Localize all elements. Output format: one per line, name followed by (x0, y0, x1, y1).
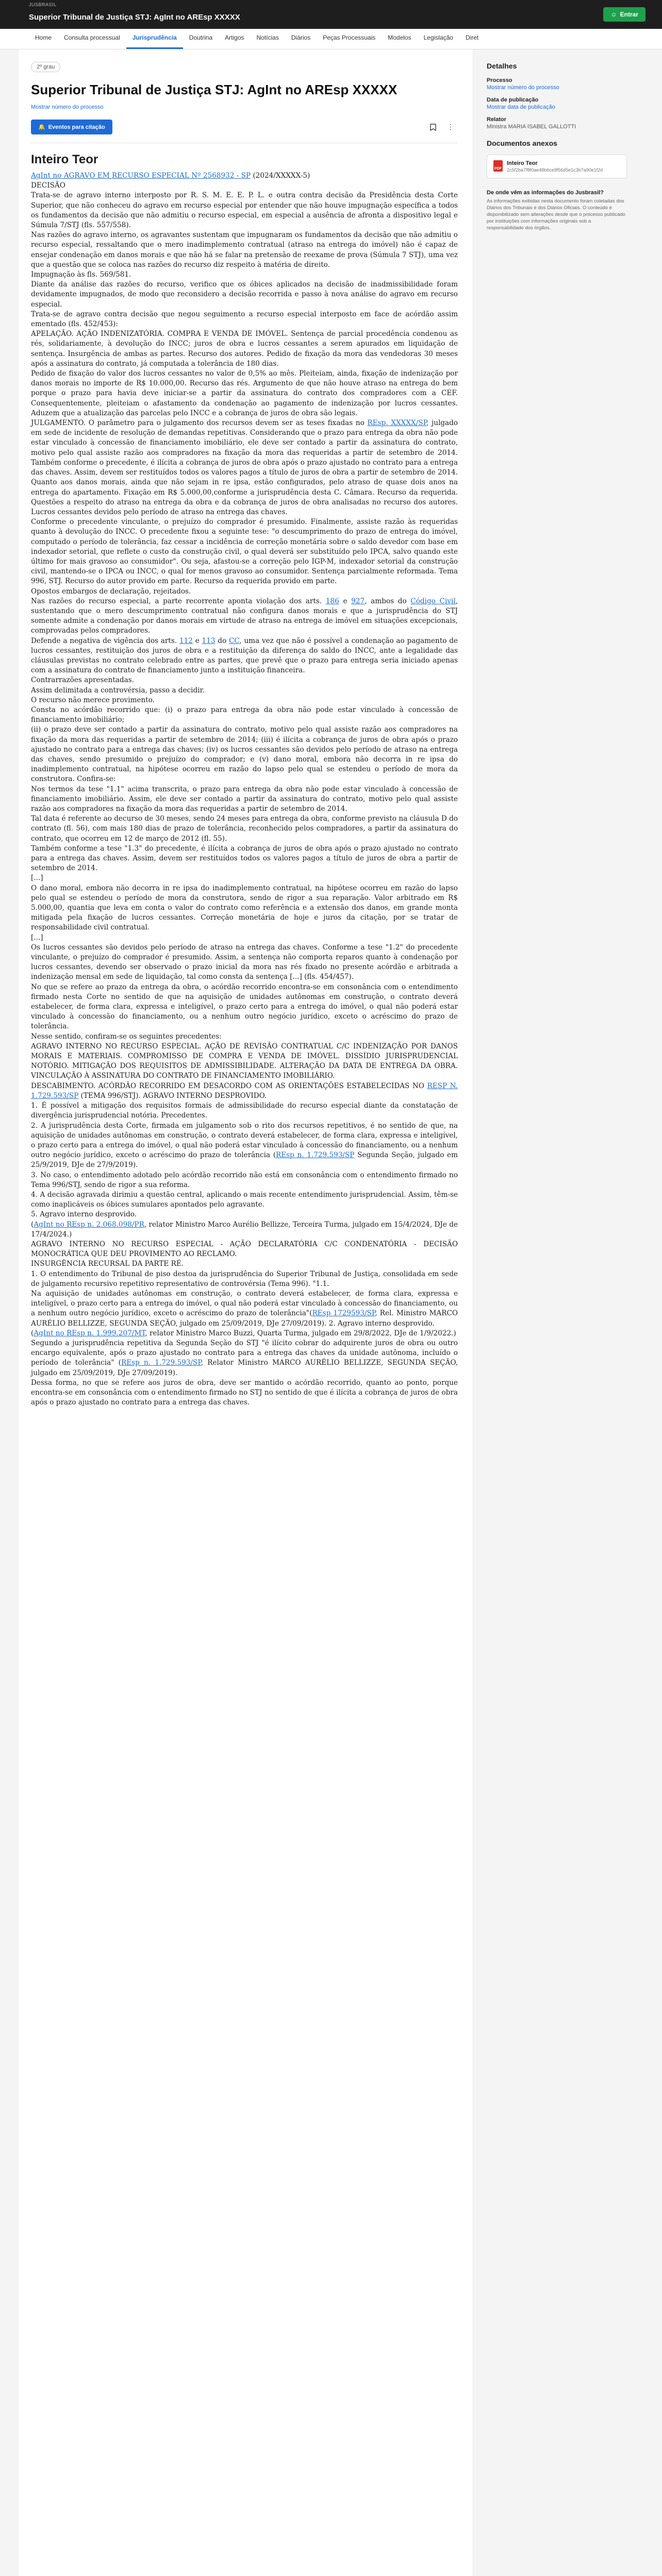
decision-paragraph (31, 675, 458, 685)
decision-paragraph (31, 873, 458, 883)
citation-events-button[interactable] (31, 120, 112, 134)
text-segment: Diante da análise das razões do recurso, verifico que os óbices aplicados na decisão de inadmissibilidade foram devidamente impugnados, de modo que reconsidero a decisão recorrida e passo à nova análise do agravo em recurso especial. (31, 280, 458, 309)
text-segment: Dessa forma, no que se refere aos juros de obra, deve ser mantido o acórdão recorrido, quanto ao ponto, porque encontra-se em consonância com o entendimento firmado no STJ no sentido de que é ilícita a cobrança de juros de obra após o prazo ajustado no contrato para a entrega das chaves. (31, 1378, 458, 1407)
decision-paragraph (31, 1259, 458, 1269)
text-segment: AGRAVO INTERNO NO RECURSO ESPECIAL - AÇÃO DECLARATÓRIA C/C CONDENATÓRIA - DECISÃO MONOCRÁTICA QUE DEU PROVIMENTO AO RECLAMO. (31, 1240, 458, 1259)
text-segment: Contrarrazões apresentadas. (31, 676, 134, 685)
citation-link[interactable]: 186 (325, 597, 339, 605)
decision-paragraph (31, 329, 458, 369)
text-segment: DECISÃO (31, 181, 65, 190)
detail-item (487, 97, 627, 110)
bookmark-icon[interactable] (426, 120, 440, 134)
login-button-label: Entrar (620, 11, 638, 18)
citation-link[interactable]: AgInt no AGRAVO EM RECURSO ESPECIAL Nº 2568932 - SP (31, 172, 251, 180)
decision-paragraph (31, 1289, 458, 1329)
decision-paragraph (31, 369, 458, 418)
section-title: Inteiro Teor (31, 152, 98, 166)
top-bar (0, 0, 662, 29)
main-content (19, 49, 472, 2576)
decision-paragraph (31, 725, 458, 784)
decision-paragraph (31, 1338, 458, 1378)
nav-item-diret[interactable]: Diret (465, 34, 479, 41)
decision-paragraph (31, 705, 458, 725)
citation-link[interactable]: REsp 1729593/SP (312, 1309, 375, 1318)
text-segment: No que se refere ao prazo da entrega da obra, o acórdão recorrido encontra-se em consonância com o entendimento firmado nesta Corte no sentido de que na aquisição de unidades autônomas em construção, o contrato deverá estabelecer, de forma clara, expressa e inteligível, o prazo certo para a entrega do imóvel, o qual não poderá estar vinculado à concessão do financiamento, ou a nenhum outro negócio jurídico, exceto o acréscimo do prazo de tolerância. (31, 982, 458, 1031)
text-segment: , relator Ministro Marco Aurélio Bellizze, Terceira Turma, julgado em 15/4/2024, DJe de 17/4/2024.) (31, 1220, 458, 1239)
sidebar (472, 49, 627, 2576)
details-title: Detalhes (487, 62, 517, 70)
data-source-info (487, 190, 627, 231)
text-segment: , Relator Ministro MARCO AURÉLIO BELLIZZE, SEGUNDA SEÇÃO, julgado em 25/09/2019, DJe 27/09/2019). (31, 1359, 458, 1377)
text-segment: O recurso não merece provimento. (31, 696, 155, 704)
citation-link[interactable]: REsp. XXXXX/SP (367, 419, 426, 428)
text-segment: Nas razões do agravo interno, os agravantes sustentam que impugnaram os fundamentos da decisão que não admitiu o recurso especial, ressaltando que o mero inadimplemento contratual (atraso na entrega do imóvel) não é capaz de ensejar condenação em danos morais e que não há se falar na pretensão de reexame de prova (Súmula 7 STJ), uma vez que a questão que se coloca nas razões do recurso diz respeito à matéria de direito. (31, 231, 458, 269)
citation-link[interactable]: 113 (202, 636, 216, 645)
decision-paragraph (31, 1378, 458, 1408)
decision-paragraph (31, 1171, 458, 1190)
nav-item-not-cias[interactable]: Notícias (256, 34, 279, 41)
detail-label: Processo (487, 77, 512, 83)
decision-text (31, 171, 458, 1408)
text-segment: Consta no acórdão recorrido que: (i) o prazo para entrega da obra não pode estar vinculado à concessão de financiamento imobiliário; (31, 705, 458, 724)
info-answer: As informações exibidas nesta documento foram coletadas dos Diários dos Tribunais e dos Diários Oficiais. O conteúdo é disponibilizado sem alterações desde que o processo publicado por instituições com informações originais sob a responsabilidade dos órgãos. (487, 198, 625, 231)
detail-label: Data de publicação (487, 97, 539, 103)
detail-link[interactable]: Mostrar número do processo (487, 84, 559, 91)
detail-label: Relator (487, 116, 506, 123)
nav-item-modelos[interactable]: Modelos (388, 34, 411, 41)
text-segment: 3. No caso, o entendimento adotado pelo acórdão recorrido não está em consonância com o entendimento firmado no Tema 996/STJ, sendo de rigor a sua reforma. (31, 1171, 458, 1189)
text-segment: Também conforme a tese "1.3" do precedente, é ilícita a cobrança de juros de obra após o prazo ajustado no contrato para a entrega das chaves. Assim, devem ser restituídos todos os valores pagos a título de juros de obra a partir de setembro de 2014. (31, 844, 458, 873)
decision-paragraph (31, 1190, 458, 1210)
nav-item-legisla-o[interactable]: Legislação (423, 34, 453, 41)
decision-paragraph (31, 587, 458, 597)
text-segment: Nas razões do recurso especial, a parte recorrente aponta violação dos arts. (31, 597, 326, 605)
text-segment: JULGAMENTO. O parâmetro para o julgamento dos recursos devem ser as teses fixadas no (31, 419, 368, 428)
decision-paragraph (31, 418, 458, 517)
decision-paragraph (31, 230, 458, 270)
citation-link[interactable]: AgInt no REsp n. 1.999.207/MT (34, 1329, 145, 1337)
text-segment: Defende a negativa de vigência dos arts. (31, 636, 179, 645)
info-question: De onde vêm as informações do Jusbrasil? (487, 190, 604, 196)
text-segment: [...] (31, 933, 43, 942)
text-segment: AGRAVO INTERNO NO RECURSO ESPECIAL. AÇÃO DE REVISÃO CONTRATUAL C/C INDENIZAÇÃO POR DANOS MORAIS E MATERIAIS. COMPROMISSO DE COMPRA E VENDA DE IMÓVEL. DISSÍDIO JURISPRUDENCIAL NOTÓRIO. MITIGAÇÃO DOS REQUISITOS DE ADMISSIBILIDADE. ALTERAÇÃO DA DATA DE ENTREGA DA OBRA. VINCULAÇÃO À ASSINATURA DO CONTRATO DE FINANCIAMENTO IMOBILIÁRIO. (31, 1042, 458, 1080)
decision-paragraph (31, 1210, 458, 1219)
window-title: Superior Tribunal de Justiça STJ: AgInt no AREsp XXXXX (29, 12, 240, 22)
text-segment: Trata-se de agravo contra decisão que negou seguimento a recurso especial interposto em face de acórdão assim ementado (fls. 452/453): (31, 310, 458, 329)
nav-item-artigos[interactable]: Artigos (225, 34, 244, 41)
decision-paragraph (31, 1042, 458, 1081)
text-segment: (TEMA 996/STJ). AGRAVO INTERNO DESPROVIDO. (78, 1091, 267, 1100)
text-segment: DESCABIMENTO. ACÓRDÃO RECORRIDO EM DESACORDO COM AS ORIENTAÇÕES ESTABELECIDAS NO (31, 1081, 427, 1090)
page-title: Superior Tribunal de Justiça STJ: AgInt no AREsp XXXXX (31, 82, 398, 97)
brand-label: JUSBRASIL (29, 2, 57, 7)
text-segment: Impugnação às fls. 569/581. (31, 270, 131, 279)
text-segment: Nesse sentido, confiram-se os seguintes precedentes: (31, 1032, 222, 1041)
text-segment: INSURGÊNCIA RECURSAL DA PARTE RÉ. (31, 1260, 184, 1268)
citation-link[interactable]: 112 (179, 636, 193, 645)
decision-paragraph (31, 1220, 458, 1240)
instance-chip: 2º grau (31, 62, 60, 72)
text-segment: 4. A decisão agravada dirimiu a questão central, aplicando o mais recente entendimento jurisprudencial. Assim, têm-se como inaplicáveis os óbices sumulares apontados pelo agravante. (31, 1190, 458, 1209)
decision-paragraph (31, 191, 458, 230)
pdf-icon: PDF (493, 160, 503, 172)
citation-link[interactable]: 927 (351, 597, 365, 605)
decision-paragraph (31, 171, 458, 181)
decision-paragraph (31, 181, 458, 191)
nav-item-di-rios[interactable]: Diários (291, 34, 311, 41)
decision-paragraph (31, 597, 458, 636)
citation-link[interactable]: CC (228, 636, 240, 645)
text-segment: Nos termos da tese "1.1" acima transcrita, o prazo para entrega da obra não pode estar vinculado à concessão de financiamento imobiliário. Assim, ele deve ser contado a partir da assinatura do contrato, motivo pelo qual assiste razão aos compradores na fixação da mora das requeridas a partir de setembro de 2014. (31, 785, 458, 813)
nav-item-home[interactable]: Home (35, 34, 52, 41)
text-segment: Tal data é referente ao decurso de 30 meses, sendo 24 meses para entrega da obra, conforme previsto na cláusula D do contrato (fl. 56), com mais 180 dias de prazo de tolerância, reconhecido pelos compradores, a partir da assinatura do contrato, que ocorreu em 12 de março de 2012 (fl. 55). (31, 815, 458, 843)
decision-paragraph (31, 884, 458, 933)
text-segment: , relator Ministro Marco Buzzi, Quarta Turma, julgado em 29/8/2022, DJe de 1/9/2022.) (145, 1329, 456, 1337)
text-segment: Os lucros cessantes são devidos pelo período de atraso na entrega das chaves. Conforme a tese "1.2" do precedente vinculante, o prejuízo do comprador é presumido. Assim, a sentença não comporta reparos quanto à condenação por lucros cessantes, devendo ser observado o prazo inicial da mora nas rés fixado no presente acórdão e arbitrada a indenização mensal em sede de liquidação, tal como consta da sentença [...] (fls. 454/457). (31, 943, 458, 981)
login-button[interactable] (603, 7, 646, 22)
decision-paragraph (31, 1121, 458, 1171)
text-segment: ( (31, 1329, 34, 1337)
citation-link[interactable]: REsp n. 1.729.593/SP (121, 1359, 201, 1367)
attachment-card[interactable] (487, 155, 627, 178)
text-segment: , julgado em sede de incidente de resolução de demandas repetitivas. Considerando que o prazo para entrega da obra não pode estar vinculado à concessão de financiamento imobiliário, ele deve ser contado a partir da assinatura do contrato, motivo pelo qual assiste razão aos compradores na fixação da mora das requeridas a partir de setembro de 2014. Também conforme o precedente, é ilícita a cobrança de juros de obra após o prazo ajustado no contrato para a entrega das chaves. Assim, devem ser restituídos todos os valores pagos a título de juros de obra a partir de setembro de 2014. Quanto aos danos morais, ainda que não sejam in re ipsa, estão configurados, pelo atraso de quase dois anos na entrega do apartamento. Fixação em R$ 5.000,00,conforme a jurisprudência desta C. Câmara. Recurso da requerida. Questões a respeito do atraso na entrega da obra e da cobrança de juros de obra analisadas no recurso dos autores. Lucros cessantes devidos pelo período de atraso na entrega das chaves. (31, 419, 458, 516)
main-nav (0, 29, 662, 49)
decision-paragraph (31, 280, 458, 310)
text-segment: , uma vez que não é possível a condenação ao pagamento de lucros cessantes, restituição dos juros de obra e a restituição da diferença do saldo do INCC, ante a legalidade das cláusulas previstas no contrato celebrado entre as partes, que prevê que o prazo para entrega seria iniciado apenas com a assinatura do contrato de financiamento junto a instituição financeira. (31, 636, 458, 675)
text-segment: [...] (31, 874, 43, 883)
text-segment: Na aquisição de unidades autônomas em construção, o contrato deverá estabelecer, de forma clara, expressa e inteligível, o prazo certo para a entrega do imóvel, o qual não poderá estar vinculado à concessão do financiamento, ou a nenhum outro negócio jurídico, exceto o acréscimo do prazo de tolerância"( (31, 1289, 458, 1318)
decision-paragraph (31, 1101, 458, 1121)
text-segment: 1. É possível a mitigação dos requisitos formais de admissibilidade do recurso especial diante da constatação de divergência jurisprudencial notória. Precedentes. (31, 1101, 458, 1120)
decision-paragraph (31, 636, 458, 676)
decision-paragraph (31, 943, 458, 982)
decision-paragraph (31, 517, 458, 586)
nav-item-jurisprud-ncia[interactable]: Jurisprudência (126, 34, 183, 49)
text-segment: O dano moral, embora não decorra in re ipsa do inadimplemento contratual, na hipótese ocorreu em razão do lapso pelo qual se estendeu o período de mora da construtora, sendo de rigor a sua reparação. Valor arbitrado em R$ 5.000,00, quantia que leva em conta o valor do contrato como referência e a extensão dos danos, em grande monta mitigada pela fixação de lucros cessantes. Correção monetária de hoje e juros da citação, por se tratar de responsabilidade civil contratual. (31, 884, 458, 932)
text-segment: Conforme o precedente vinculante, o prejuízo do comprador é presumido. Finalmente, assiste razão às requeridas quanto à devolução do INCC. O precedente fixou a seguinte tese: "o descumprimento do prazo de entrega do imóvel, computado o período de tolerância, faz cessar a incidência de correção monetária sobre o saldo devedor com base em indexador setorial, que reflete o custo da construção civil, o qual deverá ser substituído pelo IPCA, salvo quando este último for mais gravoso ao consumidor". Ou seja, afastou-se a correção pelo IGP-M, indexador setorial da construção civil, mantendo-se o IPCA ou INCC, o qual for menos gravoso ao consumidor. Sentença parcialmente reformada. Tema 996, STJ. Recurso do autor provido em parte. Recurso da requerida provido em parte. (31, 518, 458, 586)
decision-paragraph (31, 1269, 458, 1289)
detail-item (487, 116, 627, 130)
decision-paragraph (31, 844, 458, 874)
text-segment: Segundo a jurisprudência repetitiva da Segunda Seção do STJ "é ilícito cobrar do adquirente juros de obra ou outro encargo equivalente, após o prazo ajustado no contrato para a entrega das chaves da unidade autônoma, incluído o período de tolerância" ( (31, 1338, 458, 1367)
text-segment: 2. A jurisprudência desta Corte, firmada em julgamento sob o rito dos recursos repetitivos, é no sentido de que, na aquisição de unidades autônomas em construção, o contrato deverá estabelecer, de forma clara, expressa e inteligível, o prazo certo para a entrega do imóvel, o qual não poderá estar vinculado à concessão do financiamento, ou a nenhum outro negócio jurídico, exceto o acréscimo do prazo de tolerância ( (31, 1121, 458, 1160)
text-segment: do (215, 636, 229, 645)
decision-paragraph (31, 1032, 458, 1042)
text-segment: e (339, 597, 352, 605)
text-segment: Assim delimitada a controvérsia, passo a decidir. (31, 686, 205, 694)
nav-item-doutrina[interactable]: Doutrina (189, 34, 213, 41)
decision-paragraph (31, 686, 458, 696)
nav-item-consulta-processual[interactable]: Consulta processual (64, 34, 120, 41)
text-segment: Segunda Seção, julgado em 25/9/2019, DJe de 27/9/2019). (31, 1151, 458, 1170)
text-segment: 1. O entendimento do Tribunal de piso destoa da jurisprudência do Superior Tribunal de Justiça, consolidada em sede de julgamento recursivo repetitivo representativo de controvérsia (Tema 996). "1.1. (31, 1269, 458, 1288)
more-options-icon[interactable]: ⋮ (447, 123, 454, 131)
text-segment: APELAÇÃO. AÇÃO INDENIZATÓRIA. COMPRA E VENDA DE IMÓVEL. Sentença de parcial procedência condenou as rés, solidariamente, à devolução do INCC; juros de obra e lucros cessantes a serem apurados em liquidação de sentença. Insurgência de ambas as partes. Recurso dos autores. Pedido de fixação da mora das vendedoras 30 meses após a assinatura do contrato, já computada a tolerância de 180 dias. (31, 330, 458, 368)
text-segment: , Rel. Ministro MARCO AURÉLIO BELLIZZE, SEGUNDA SEÇÃO, julgado em 25/09/2019, DJe 27/09/2019). 2. Agravo interno desprovido. (31, 1309, 458, 1328)
nav-item-pe-as-processuais[interactable]: Peças Processuais (323, 34, 376, 41)
citation-link[interactable]: RESP N. 1.729.593/SP (31, 1081, 458, 1100)
citation-link[interactable]: Código Civil (410, 597, 456, 605)
decision-paragraph (31, 1081, 458, 1101)
decision-paragraph (31, 933, 458, 943)
text-segment: 5. Agravo interno desprovido. (31, 1210, 137, 1219)
decision-paragraph (31, 310, 458, 329)
decision-paragraph (31, 1240, 458, 1259)
text-segment: Trata-se de agravo interno interposto por R. S. M. E. E. P. L. e outra contra decisão da Presidência desta Corte Superior, que não conheceu do agravo em recurso especial por entender que não houve impugnação específica a todos os fundamentos da decisão que não admitiu o recurso especial, em especial a ausência de afronta a dispositivo legal e Súmula 7/STJ (fls. 557/558). (31, 191, 458, 230)
text-segment: Pedido de fixação do valor dos lucros cessantes no valor de 0,5% ao mês. Pleiteiam, ainda, fixação de indenização por danos morais no importe de R$ 10.000,00. Recurso das rés. Argumento de que não houve atraso na entrega do bem porque o prazo para havia deve iniciar-se a partir da assinatura do contrato dos compradores com a CEF. Consequentemente, pleiteiam o afastamento da condenação ao pagamento de indenização por lucros cessantes. Aduzem que a atualização das parcelas pelo INCC e a cobrança de juros de obra são legais. (31, 369, 458, 417)
text-segment: ( (31, 1220, 34, 1229)
text-segment: , ambos do (365, 597, 411, 605)
bell-icon: 🔔 (38, 124, 45, 130)
text-segment: Opostos embargos de declaração, rejeitados. (31, 587, 191, 596)
text-segment: (2024/XXXXX-5) (251, 172, 310, 180)
attachments-title: Documentos anexos (487, 139, 557, 147)
citation-link[interactable]: AgInt no REsp n. 2.068.098/PR (34, 1220, 144, 1229)
decision-paragraph (31, 785, 458, 815)
detail-value: Ministra MARIA ISABEL GALLOTTI (487, 124, 576, 130)
text-segment: (ii) o prazo deve ser contado a partir da assinatura do contrato, motivo pelo qual assiste razão aos compradores na fixação da mora das requeridas a partir de setembro de 2014; (iii) é ilícita a cobrança de juros de obra após o prazo ajustado no contrato para a entrega das chaves; (iv) os lucros cessantes são devidos pelo período de atraso na entrega das chaves, sendo presumido o prejuízo do comprador; e (v) dano moral, embora não decorra in re ipsa do inadimplemento contratual, na hipótese ocorreu em razão do lapso pelo qual se estendeu o período de mora da construtora. Confira-se: (31, 725, 458, 784)
attachment-name: Inteiro Teor (507, 160, 538, 166)
text-segment: e (192, 636, 202, 645)
decision-paragraph (31, 1329, 458, 1338)
attachment-hash: 2c5f2ba7f8f0ae48b6ce9f56d5e1c3b7a90e1f2d (507, 167, 603, 173)
decision-paragraph (31, 270, 458, 280)
decision-paragraph (31, 982, 458, 1032)
decision-paragraph (31, 814, 458, 844)
detail-link[interactable]: Mostrar data de publicação (487, 104, 555, 110)
user-icon: ☺ (610, 11, 617, 18)
show-process-number-link[interactable]: Mostrar número do processo (31, 104, 104, 110)
citation-events-label: Eventos para citação (48, 124, 105, 130)
decision-paragraph (31, 696, 458, 705)
text-segment: , sustentando que o mero descumprimento contratual não configura danos morais e que a jurisprudência do STJ somente admite a condenação por danos morais em virtude de atraso na entrega de imóvel em situações excepcionais, comprovadas pelos compradores. (31, 597, 458, 635)
detail-item (487, 77, 627, 91)
citation-link[interactable]: REsp n. 1.729.593/SP (276, 1151, 355, 1160)
